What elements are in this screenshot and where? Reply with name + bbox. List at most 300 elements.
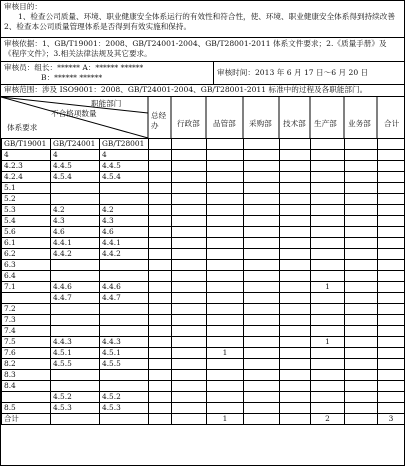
gb24001-clause [51,304,100,315]
purchase-count [244,249,280,260]
production-count: 2 [311,414,345,425]
business-count [345,381,378,392]
table-row [2,205,405,216]
gb24001-clause [51,183,100,194]
gb19001-clause: 5.2 [2,194,51,205]
admin-count [172,293,207,304]
gb28001-clause [100,183,149,194]
table-row [2,304,405,315]
production-count [311,238,345,249]
gb24001-clause: 4 [51,150,100,161]
purchase-count [244,414,280,425]
gb24001-clause: 4.5.1 [51,348,100,359]
gb28001-clause: 4.5.2 [100,392,149,403]
audit-team-row [1,62,404,85]
table-row [2,293,405,304]
admin-count [172,150,207,161]
tech-count [280,172,311,183]
purchase-count [244,381,280,392]
admin-count [172,216,207,227]
quality-count: 1 [207,414,244,425]
admin-count [172,260,207,271]
gm-count [149,183,172,194]
production-count [311,161,345,172]
gb24001-clause [51,271,100,282]
business-count [345,161,378,172]
production-count [311,315,345,326]
business-count [345,370,378,381]
gb19001-clause: 6.3 [2,260,51,271]
gm-count [149,161,172,172]
gm-count [149,271,172,282]
total-count [378,326,405,337]
table-row [2,282,405,293]
business-count [345,183,378,194]
gb24001-clause: 4.4.7 [51,293,100,304]
gm-count [149,172,172,183]
total-count [378,381,405,392]
admin-count [172,271,207,282]
production-count [311,205,345,216]
tech-count [280,337,311,348]
production-count: 1 [311,337,345,348]
col-quality: 品管部 [213,119,236,128]
business-count [345,194,378,205]
quality-count [207,150,244,161]
table-row [2,370,405,381]
tech-count [280,381,311,392]
audit-time: 审核时间：2013 年 6 月 17 日～6 月 20 日 [217,68,369,77]
purchase-count [244,392,280,403]
tech-count [280,238,311,249]
gb19001-clause: 8.5 [2,403,51,414]
quality-count [207,183,244,194]
gb28001-clause: 4.4.3 [100,337,149,348]
purchase-count [244,227,280,238]
gb19001-clause: 4.2.3 [2,161,51,172]
total-count [378,216,405,227]
audit-purpose-title: 审核目的： [4,2,42,11]
tech-count [280,282,311,293]
admin-count [172,238,207,249]
total-count [378,359,405,370]
gb28001-clause: 4 [100,150,149,161]
gb28001-clause [100,315,149,326]
tech-count [280,249,311,260]
business-count [345,172,378,183]
admin-count [172,370,207,381]
quality-count [207,326,244,337]
std-gb19001: GB/T19001 [2,139,51,150]
gb19001-clause: 8.2 [2,359,51,370]
gb19001-clause [2,293,51,304]
business-count [345,238,378,249]
gb19001-clause: 7.6 [2,348,51,359]
gb24001-clause: 4.5.4 [51,172,100,183]
gb28001-clause: 4.4.7 [100,293,149,304]
gb24001-clause: 4.5.5 [51,359,100,370]
production-count [311,392,345,403]
business-count [345,403,378,414]
col-admin: 行政部 [177,119,200,128]
gb19001-clause: 7.5 [2,337,51,348]
gb28001-clause: 4.4.2 [100,249,149,260]
tech-count [280,403,311,414]
total-count [378,392,405,403]
tech-count [280,161,311,172]
standards-row [2,139,405,150]
gb19001-clause: 8.4 [2,381,51,392]
purchase-count [244,282,280,293]
gm-count [149,249,172,260]
gb28001-clause: 4.5.1 [100,348,149,359]
tech-count [280,260,311,271]
gb19001-clause: 5.1 [2,183,51,194]
admin-count [172,249,207,260]
total-count [378,249,405,260]
gm-count [149,194,172,205]
quality-count [207,403,244,414]
gm-count [149,282,172,293]
production-count [311,403,345,414]
gb24001-clause: 4.3 [51,216,100,227]
gb24001-clause [51,326,100,337]
gb28001-clause [100,304,149,315]
gb19001-clause: 6.2 [2,249,51,260]
purchase-count [244,183,280,194]
system-axis-label: 体系要求 [7,123,38,132]
admin-count [172,227,207,238]
gb28001-clause: 4.5.3 [100,403,149,414]
production-count [311,260,345,271]
nonconform-axis-label: 不合格项数量 [51,109,97,118]
business-count [345,227,378,238]
gm-count [149,205,172,216]
total-count [378,150,405,161]
admin-count [172,414,207,425]
gb28001-clause [100,260,149,271]
total-count: 3 [378,414,405,425]
col-gm: 总经办 [151,111,167,130]
table-row [2,326,405,337]
table-row [2,337,405,348]
gm-count [149,216,172,227]
business-count [345,150,378,161]
gb19001-clause [2,392,51,403]
production-count [311,359,345,370]
quality-count [207,282,244,293]
gb19001-clause: 7.1 [2,282,51,293]
gb28001-clause: 4.5.4 [100,172,149,183]
total-count [378,282,405,293]
gb28001-clause: 4.5.5 [100,359,149,370]
gb19001-clause: 5.3 [2,205,51,216]
table-body [2,139,405,425]
admin-count [172,381,207,392]
quality-count [207,315,244,326]
gb24001-clause: 4.5.3 [51,403,100,414]
total-count [378,271,405,282]
gm-count [149,326,172,337]
table-row [2,348,405,359]
col-tech: 技术部 [283,119,306,128]
gm-count [149,348,172,359]
col-total: 合计 [384,119,400,128]
total-count [378,227,405,238]
gm-count [149,315,172,326]
production-count [311,348,345,359]
tech-count [280,271,311,282]
gb19001-clause: 5.4 [2,216,51,227]
total-count [378,205,405,216]
business-count [345,348,378,359]
table-row [2,414,405,425]
gb28001-clause [100,326,149,337]
production-count [311,227,345,238]
total-count [378,161,405,172]
business-count [345,293,378,304]
production-count [311,172,345,183]
production-count [311,183,345,194]
quality-count [207,370,244,381]
gb24001-clause: 4.5.2 [51,392,100,403]
gm-count [149,414,172,425]
gm-count [149,304,172,315]
quality-count [207,392,244,403]
tech-count [280,359,311,370]
production-count [311,216,345,227]
production-count [311,304,345,315]
tech-count [280,315,311,326]
production-count [311,370,345,381]
purchase-count [244,238,280,249]
gm-count [149,381,172,392]
production-count [311,150,345,161]
tech-count [280,304,311,315]
table-row [2,392,405,403]
audit-purpose-text: 1、检查公司质量、环境、职业健康安全体系运行的有效性和符合性，使、环境、职业健康安全体系得到持续改善2、检查本公司质量管理体系是否得到有效实施和保持。 [4,12,395,31]
gb24001-clause: 4.4.6 [51,282,100,293]
tech-count [280,392,311,403]
total-count [378,348,405,359]
gm-count [149,150,172,161]
business-count [345,271,378,282]
table-row [2,150,405,161]
gb24001-clause [51,315,100,326]
admin-count [172,359,207,370]
quality-count [207,172,244,183]
gb24001-clause: 4.4.1 [51,238,100,249]
admin-count [172,304,207,315]
gb28001-clause: 4.3 [100,216,149,227]
business-count [345,414,378,425]
quality-count [207,249,244,260]
quality-count [207,227,244,238]
gb24001-clause [51,194,100,205]
total-count [378,370,405,381]
gm-count [149,293,172,304]
table-row [2,359,405,370]
table-row [2,260,405,271]
tech-count [280,370,311,381]
purchase-count [244,348,280,359]
quality-count [207,194,244,205]
quality-count [207,293,244,304]
purchase-count [244,172,280,183]
gm-count [149,392,172,403]
gb28001-clause: 4.4.1 [100,238,149,249]
total-count [378,304,405,315]
table-row [2,403,405,414]
table-row [2,381,405,392]
gm-count [149,337,172,348]
quality-count [207,337,244,348]
total-count [378,337,405,348]
tech-count [280,326,311,337]
gb19001-clause: 4.2.4 [2,172,51,183]
admin-count [172,282,207,293]
gb28001-clause: 4.6 [100,227,149,238]
tech-count [280,150,311,161]
gb24001-clause [51,381,100,392]
purchase-count [244,260,280,271]
tech-count [280,205,311,216]
purchase-count [244,293,280,304]
total-count [378,238,405,249]
admin-count [172,183,207,194]
quality-count [207,359,244,370]
business-count [345,205,378,216]
tech-count [280,348,311,359]
admin-count [172,315,207,326]
quality-count [207,205,244,216]
gb19001-clause: 5.6 [2,227,51,238]
tech-count [280,293,311,304]
production-count [311,271,345,282]
auditors-line: 审核员：组长：****** A：****** ****** [4,63,144,72]
gb28001-clause [100,381,149,392]
quality-count [207,381,244,392]
admin-count [172,392,207,403]
gb19001-clause: 7.2 [2,304,51,315]
gb24001-clause: 4.4.2 [51,249,100,260]
table-row [2,249,405,260]
gb28001-clause: 4.4.6 [100,282,149,293]
purchase-count [244,271,280,282]
business-count [345,337,378,348]
gb24001-clause [51,260,100,271]
quality-count [207,161,244,172]
business-count [345,326,378,337]
business-count [345,249,378,260]
table-row [2,238,405,249]
quality-count [207,216,244,227]
gb19001-clause: 4 [2,150,51,161]
quality-count: 1 [207,348,244,359]
dept-axis-label: 职能部门 [91,99,122,108]
gb24001-clause: 4.4.3 [51,337,100,348]
purchase-count [244,315,280,326]
purchase-count [244,161,280,172]
gm-count [149,359,172,370]
admin-count [172,326,207,337]
admin-count [172,337,207,348]
auditors-b-line: B：****** ****** [41,73,103,82]
purchase-count [244,194,280,205]
gb19001-clause: 7.3 [2,315,51,326]
quality-count [207,260,244,271]
purchase-count [244,403,280,414]
gb28001-clause: 4.4.5 [100,161,149,172]
gb28001-clause [100,414,149,425]
tech-count [280,183,311,194]
admin-count [172,194,207,205]
gb24001-clause [51,370,100,381]
col-production: 生产部 [314,119,337,128]
audit-purpose [1,1,404,38]
gm-count [149,403,172,414]
table-row [2,315,405,326]
gb28001-clause: 4.2 [100,205,149,216]
quality-count [207,238,244,249]
purchase-count [244,216,280,227]
table-row [2,216,405,227]
gm-count [149,370,172,381]
tech-count [280,216,311,227]
table-row [2,161,405,172]
gm-count [149,238,172,249]
gb24001-clause: 4.4.5 [51,161,100,172]
production-count [311,249,345,260]
admin-count [172,172,207,183]
production-count [311,326,345,337]
audit-basis: 审核依据：1、GB/T19001：2008、GB/T24001-2004、GB/T28001-2011 体系文件要求；2.《质量手册》及《程序文件》；3.相关法律法规及其它要求。 [1,38,404,62]
nonconformity-table [1,138,405,425]
purchase-count [244,205,280,216]
business-count [345,260,378,271]
table-header [1,97,404,138]
total-count [378,172,405,183]
gb19001-clause: 8.3 [2,370,51,381]
gb24001-clause: 4.6 [51,227,100,238]
purchase-count [244,359,280,370]
tech-count [280,227,311,238]
table-row [2,172,405,183]
business-count [345,392,378,403]
purchase-count [244,370,280,381]
gm-count [149,227,172,238]
gb19001-clause: 6.1 [2,238,51,249]
business-count [345,315,378,326]
purchase-count [244,304,280,315]
business-count [345,304,378,315]
total-count [378,260,405,271]
gb24001-clause [51,414,100,425]
admin-count [172,348,207,359]
gb28001-clause [100,194,149,205]
total-count [378,183,405,194]
gb24001-clause: 4.2 [51,205,100,216]
production-count [311,293,345,304]
audit-scope: 审核范围：涉及 ISO9001：2008、GB/T24001-2004、GB/T28001-2011 标准中的过程及各职能部门。 [1,85,404,97]
total-count [378,315,405,326]
business-count [345,216,378,227]
table-row [2,227,405,238]
business-count [345,359,378,370]
business-count [345,282,378,293]
purchase-count [244,150,280,161]
total-count [378,194,405,205]
